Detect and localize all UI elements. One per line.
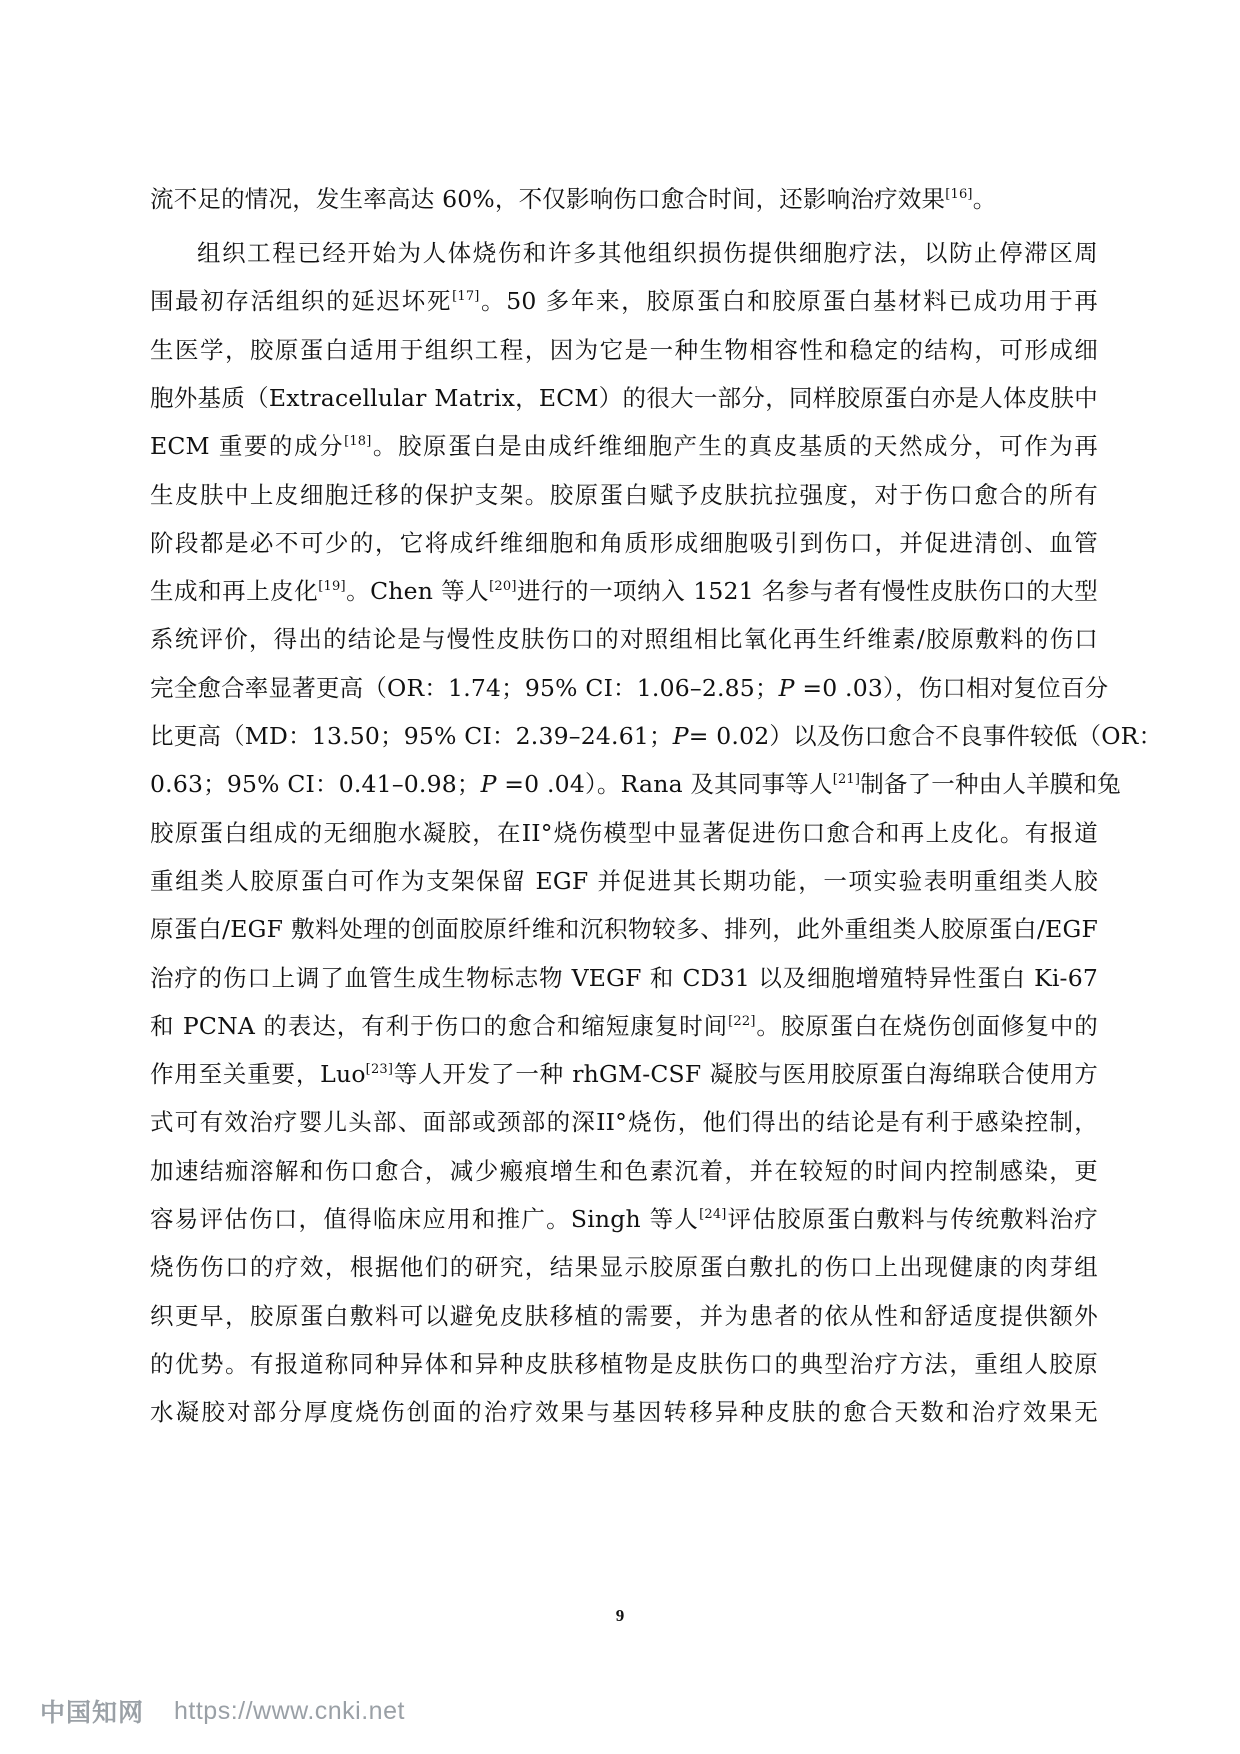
text-run: =0 .03），伤口相对复位百分 <box>794 673 1109 702</box>
text-run: 胞外基质（Extracellular Matrix，ECM）的很大一部分，同样胶原蛋白亦是人体皮肤中 <box>150 383 1098 412</box>
citation-marker: [18] <box>344 434 372 450</box>
text-line <box>150 1104 1098 1140</box>
text-run: 。 <box>972 185 997 213</box>
text-line <box>150 815 1098 851</box>
citation-marker: [24] <box>699 1207 727 1222</box>
text-run: 组织工程已经开始为人体烧伤和许多其他组织损伤提供细胞疗法，以防止停滞区周 <box>197 239 1098 267</box>
text-line <box>150 181 1098 217</box>
text-run: 评估胶原蛋白敷料与传统敷料治疗 <box>726 1205 1098 1233</box>
text-run: 比更高（MD：13.50；95% CI：2.39–24.61； <box>150 722 673 750</box>
text-run: 。胶原蛋白在烧伤创面修复中的 <box>755 1011 1098 1040</box>
text-run: 原蛋白/EGF 敷料处理的创面胶原纤维和沉积物较多、排列，此外重组类人胶原蛋白/EGF <box>150 915 1098 944</box>
text-run: 的优势。有报道称同种异体和异种皮肤移植物是皮肤伤口的典型治疗方法，重组人胶原 <box>150 1349 1098 1378</box>
text-line <box>150 718 1163 754</box>
text-run: 生医学，胶原蛋白适用于组织工程，因为它是一种生物相容性和稳定的结构，可形成细 <box>150 335 1098 364</box>
text-run: 。Chen 等人 <box>345 577 490 606</box>
text-line <box>150 1394 1098 1430</box>
page-number: 9 <box>615 1606 625 1625</box>
text-run: 。50 多年来，胶原蛋白和胶原蛋白基材料已成功用于再 <box>479 287 1098 316</box>
text-run: 阶段都是必不可少的，它将成纤维细胞和角质形成细胞吸引到伤口，并促进清创、血管 <box>150 528 1098 557</box>
text-run: 进行的一项纳入 1521 名参与者有慢性皮肤伤口的大型 <box>516 577 1098 606</box>
text-run: =0 .04）。Rana 及其同事等人 <box>496 770 833 799</box>
text-line <box>150 1249 1098 1285</box>
text-run: 完全愈合率显著更高（OR：1.74；95% CI：1.06–2.85； <box>150 673 779 702</box>
citation-marker: [21] <box>832 772 861 788</box>
citation-marker: [22] <box>728 1013 756 1029</box>
text-run: 。胶原蛋白是由成纤维细胞产生的真皮基质的天然成分，可作为再 <box>371 432 1098 461</box>
text-line <box>150 380 1098 416</box>
text-line <box>150 1346 1098 1382</box>
citation-marker: [16] <box>945 187 973 202</box>
italic-symbol: P <box>778 673 795 702</box>
text-line <box>150 911 1098 947</box>
italic-symbol: P <box>672 722 689 750</box>
text-run: 胶原蛋白组成的无细胞水凝胶，在II°烧伤模型中显著促进伤口愈合和再上皮化。有报道 <box>150 818 1098 847</box>
text-line <box>150 863 1098 899</box>
text-line <box>150 1298 1098 1334</box>
text-run: 等人开发了一种 rhGM-CSF 凝胶与医用胶原蛋白海绵联合使用方 <box>393 1060 1098 1089</box>
cnki-url: https://www.cnki.net <box>174 1696 405 1725</box>
text-run: 和 PCNA 的表达，有利于伤口的愈合和缩短康复时间 <box>150 1011 729 1040</box>
text-line <box>150 1153 1098 1189</box>
text-run: 生皮肤中上皮细胞迁移的保护支架。胶原蛋白赋予皮肤抗拉强度，对于伤口愈合的所有 <box>150 480 1098 509</box>
text-run: 生成和再上皮化 <box>150 577 319 606</box>
text-line <box>150 1056 1098 1092</box>
text-line <box>150 960 1098 996</box>
text-run: 0.63；95% CI：0.41–0.98； <box>150 770 481 799</box>
text-line <box>150 766 1121 802</box>
text-line <box>150 1008 1098 1044</box>
text-run: = 0.02）以及伤口愈合不良事件较低（OR： <box>688 722 1163 750</box>
text-run: 容易评估伤口，值得临床应用和推广。Singh 等人 <box>150 1205 700 1233</box>
text-run: 系统评价，得出的结论是与慢性皮肤伤口的对照组相比氧化再生纤维素/胶原敷料的伤口 <box>150 625 1098 654</box>
citation-marker: [19] <box>318 579 346 595</box>
cnki-logo-text: 中国知网 <box>40 1698 145 1727</box>
text-run: 制备了一种由人羊膜和兔 <box>860 770 1121 799</box>
text-run: 式可有效治疗婴儿头部、面部或颈部的深II°烧伤，他们得出的结论是有利于感染控制， <box>150 1108 1098 1137</box>
text-run: 烧伤伤口的疗效，根据他们的研究，结果显示胶原蛋白敷扎的伤口上出现健康的肉芽组 <box>150 1253 1098 1282</box>
text-line <box>150 477 1098 513</box>
citation-marker: [20] <box>489 579 517 595</box>
text-line <box>150 670 1109 706</box>
text-line <box>150 621 1098 657</box>
text-run: 织更早，胶原蛋白敷料可以避免皮肤移植的需要，并为患者的依从性和舒适度提供额外 <box>150 1301 1098 1330</box>
text-line <box>150 1201 1098 1237</box>
text-line <box>150 573 1098 609</box>
paragraph-first-line <box>150 235 1098 271</box>
text-run: ECM 重要的成分 <box>150 432 345 461</box>
italic-symbol: P <box>480 770 497 799</box>
text-line <box>150 428 1098 464</box>
text-run: 重组类人胶原蛋白可作为支架保留 EGF 并促进其长期功能，一项实验表明重组类人胶 <box>150 866 1098 895</box>
text-line <box>150 283 1098 319</box>
watermark-footer <box>40 1694 405 1728</box>
citation-marker: [17] <box>452 289 480 305</box>
citation-marker: [23] <box>365 1062 394 1078</box>
text-run: 流不足的情况，发生率高达 60%，不仅影响伤口愈合时间，还影响治疗效果 <box>150 185 946 213</box>
text-line <box>150 525 1098 561</box>
text-line <box>150 332 1098 368</box>
text-run: 加速结痂溶解和伤口愈合，减少瘢痕增生和色素沉着，并在较短的时间内控制感染，更 <box>150 1156 1098 1185</box>
text-run: 作用至关重要，Luo <box>150 1060 366 1089</box>
text-run: 治疗的伤口上调了血管生成生物标志物 VEGF 和 CD31 以及细胞增殖特异性蛋白 Ki-67 <box>150 963 1098 992</box>
text-run: 水凝胶对部分厚度烧伤创面的治疗效果与基因转移异种皮肤的愈合天数和治疗效果无 <box>150 1398 1098 1427</box>
text-run: 围最初存活组织的延迟坏死 <box>150 287 453 316</box>
